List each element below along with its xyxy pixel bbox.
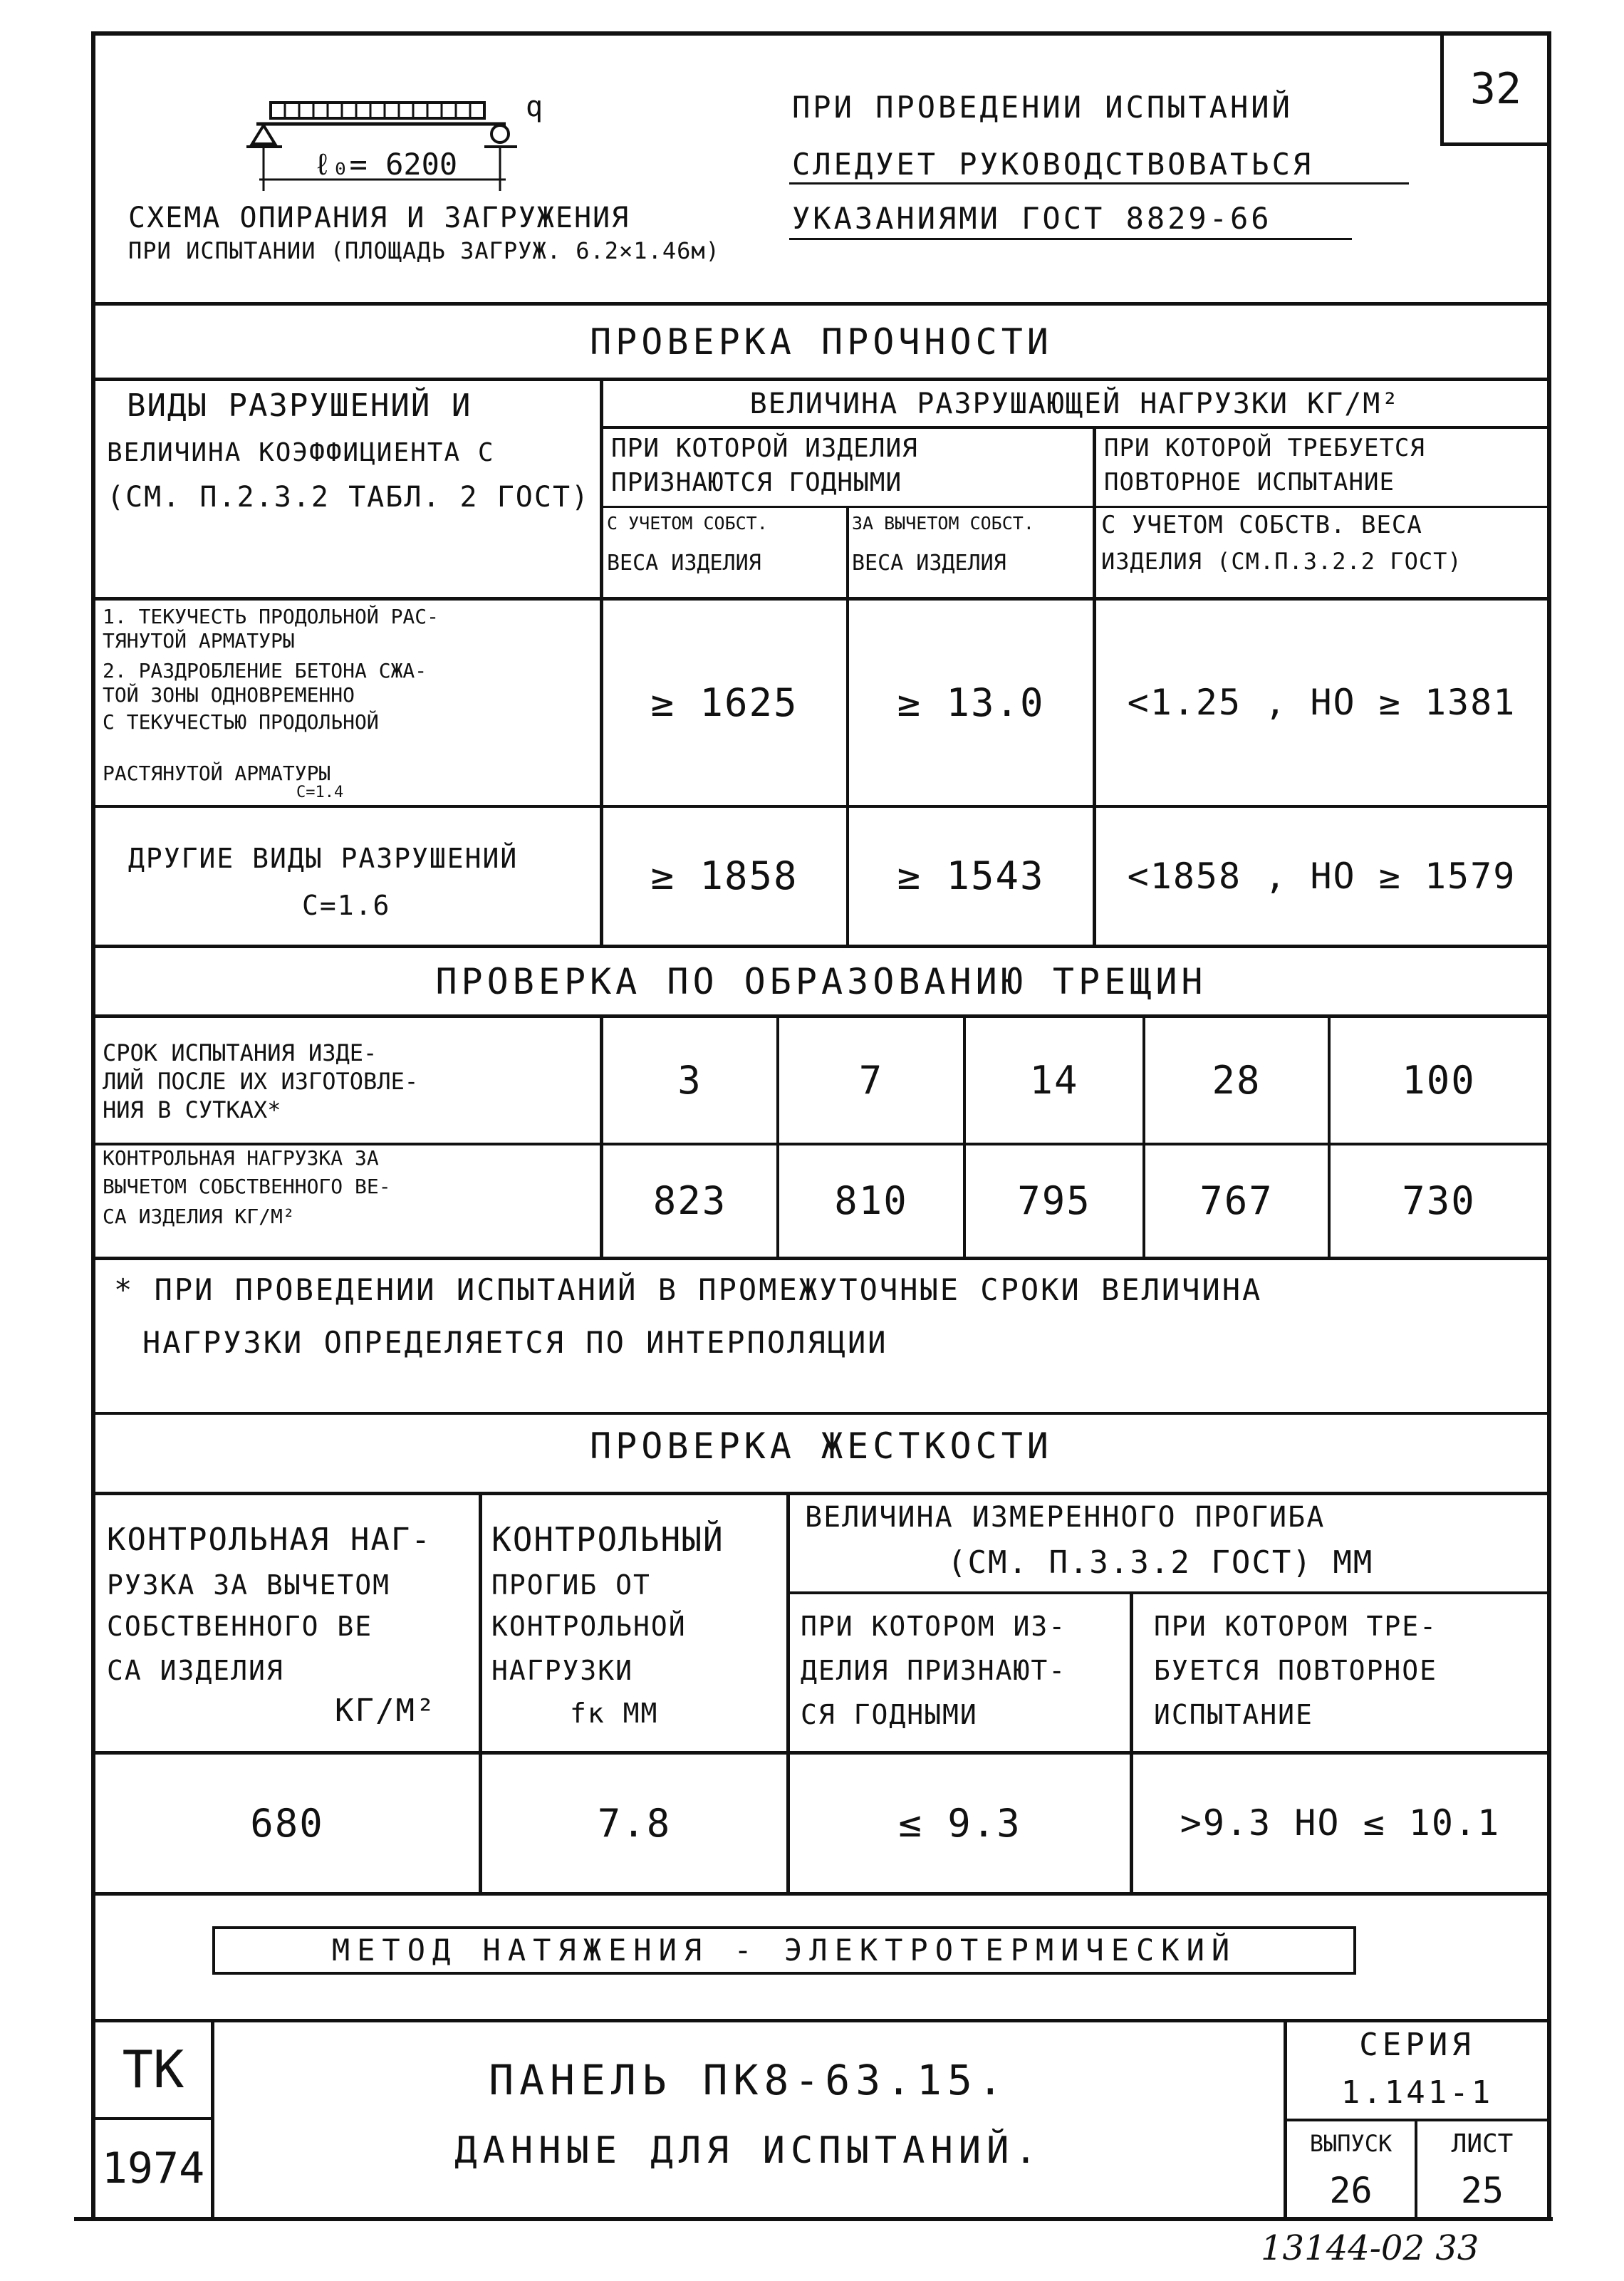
accepted-header-2: ПРИЗНАЮТСЯ ГОДНЫМИ	[611, 468, 902, 497]
row1-minus-weight: ≥ 13.0	[897, 680, 1045, 725]
period-4: 28	[1212, 1057, 1261, 1103]
row2-retest: <1858 , НО ≥ 1579	[1127, 855, 1516, 897]
retest-header-1: ПРИ КОТОРОЙ ТРЕБУЕТСЯ	[1104, 434, 1425, 462]
footnote-line-2: НАГРУЗКИ ОПРЕДЕЛЯЕТСЯ ПО ИНТЕРПОЛЯЦИИ	[142, 1325, 888, 1360]
period-label-3: НИЯ В СУТКАХ*	[103, 1096, 281, 1123]
load-label-2: ВЫЧЕТОМ СОБСТВЕННОГО ВЕ-	[103, 1175, 391, 1198]
period-5: 100	[1402, 1057, 1476, 1103]
stiff-accepted: ≤ 9.3	[898, 1800, 1021, 1846]
sheet-number: 32	[1469, 64, 1522, 114]
sub-minus-weight-1: ЗА ВЫЧЕТОМ СОБСТ.	[852, 513, 1034, 534]
stiff-col2-4: НАГРУЗКИ	[491, 1655, 634, 1686]
stiff-col1-5: КГ/М²	[335, 1693, 437, 1729]
row1-label-1: 1. ТЕКУЧЕСТЬ ПРОДОЛЬНОЙ РАС-	[103, 605, 439, 628]
stiffness-title: ПРОВЕРКА ЖЕСТКОСТИ	[590, 1425, 1053, 1467]
stiff-col2-3: КОНТРОЛЬНОЙ	[491, 1611, 687, 1642]
crack-load-4: 767	[1199, 1178, 1274, 1224]
row1-label-2: ТЯНУТОЙ АРМАТУРЫ	[103, 629, 295, 653]
crack-load-1: 823	[652, 1178, 727, 1224]
measured-header-1: ВЕЛИЧИНА ИЗМЕРЕННОГО ПРОГИБА	[805, 1501, 1326, 1534]
sheet-value: 25	[1460, 2169, 1504, 2211]
crack-load-2: 810	[834, 1178, 908, 1224]
stiff-col2-1: КОНТРОЛЬНЫЙ	[491, 1520, 724, 1559]
row2-label-1: ДРУГИЕ ВИДЫ РАЗРУШЕНИЙ	[128, 843, 519, 874]
row1-label-5: С ТЕКУЧЕСТЬЮ ПРОДОЛЬНОЙ	[103, 710, 379, 734]
load-label-3: СА ИЗДЕЛИЯ КГ/М²	[103, 1205, 295, 1228]
series-value: 1.141-1	[1341, 2074, 1494, 2111]
period-label-2: ЛИЙ ПОСЛЕ ИХ ИЗГОТОВЛЕ-	[103, 1068, 419, 1095]
row2-with-weight: ≥ 1858	[650, 853, 798, 899]
document-title-1: ПАНЕЛЬ ПК8-63.15.	[489, 2056, 1009, 2105]
method-label: МЕТОД НАТЯЖЕНИЯ - ЭЛЕКТРОТЕРМИЧЕСКИЙ	[331, 1932, 1237, 1968]
fracture-header-3: (СМ. П.2.3.2 ТАБЛ. 2 ГОСТ)	[107, 481, 590, 514]
crack-load-3: 795	[1017, 1178, 1091, 1224]
row1-with-weight: ≥ 1625	[650, 680, 798, 725]
archive-number: 13144-02 33	[1261, 2228, 1479, 2268]
footnote-line-1: * ПРИ ПРОВЕДЕНИИ ИСПЫТАНИЙ В ПРОМЕЖУТОЧНЫЕ СРОКИ ВЕЛИЧИНА	[114, 1272, 1263, 1307]
measured-header-2: (СМ. П.3.3.2 ГОСТ) ММ	[947, 1544, 1374, 1581]
row1-label-3: 2. РАЗДРОБЛЕНИЕ БЕТОНА СЖА-	[103, 659, 427, 682]
series-label: СЕРИЯ	[1359, 2026, 1475, 2063]
load-label-1: КОНТРОЛЬНАЯ НАГРУЗКА ЗА	[103, 1146, 379, 1170]
schema-caption-2: ПРИ ИСПЫТАНИИ (ПЛОЩАДЬ ЗАГРУЖ. 6.2×1.46м)	[128, 237, 720, 264]
stiff-col1-2: РУЗКА ЗА ВЫЧЕТОМ	[107, 1569, 391, 1601]
period-1: 3	[677, 1057, 702, 1103]
document-title-2: ДАННЫЕ ДЛЯ ИСПЫТАНИЙ.	[454, 2129, 1043, 2173]
row2-label-2: С=1.6	[302, 890, 391, 921]
issue-label: ВЫПУСК	[1309, 2130, 1393, 2158]
stiff-col1-4: СА ИЗДЕЛИЯ	[107, 1655, 284, 1686]
stiff-col2-2: ПРОГИБ ОТ	[491, 1569, 651, 1601]
stiff-col4-1: ПРИ КОТОРОМ ТРЕ-	[1154, 1611, 1438, 1642]
period-3: 14	[1029, 1057, 1079, 1103]
stiff-col4-2: БУЕТСЯ ПОВТОРНОЕ	[1154, 1655, 1438, 1686]
sub-minus-weight-2: ВЕСА ИЗДЕЛИЯ	[852, 551, 1006, 576]
org-label: ТК	[122, 2040, 184, 2100]
stiff-retest: >9.3 НО ≤ 10.1	[1180, 1802, 1501, 1844]
row1-retest: <1.25 , НО ≥ 1381	[1127, 682, 1516, 723]
stiff-control-load: 680	[250, 1800, 324, 1846]
row1-label-6: РАСТЯНУТОЙ АРМАТУРЫ	[103, 762, 331, 785]
note-line-1: ПРИ ПРОВЕДЕНИИ ИСПЫТАНИЙ	[792, 90, 1293, 125]
sub-with-weight-2: ВЕСА ИЗДЕЛИЯ	[607, 551, 761, 576]
retest-header-2: ПОВТОРНОЕ ИСПЫТАНИЕ	[1104, 468, 1395, 497]
sheet-label: ЛИСТ	[1451, 2129, 1514, 2159]
period-label-1: СРОК ИСПЫТАНИЯ ИЗДЕ-	[103, 1039, 378, 1066]
issue-value: 26	[1329, 2169, 1373, 2211]
row1-coef: С=1.4	[296, 784, 344, 801]
crack-title: ПРОВЕРКА ПО ОБРАЗОВАНИЮ ТРЕЩИН	[435, 960, 1207, 1002]
note-line-2: СЛЕДУЕТ РУКОВОДСТВОВАТЬСЯ	[792, 147, 1314, 182]
fracture-header-2: ВЕЛИЧИНА КОЭФФИЦИЕНТА С	[107, 438, 495, 467]
stiff-col3-3: СЯ ГОДНЫМИ	[801, 1699, 978, 1730]
stiff-control-deflection: 7.8	[597, 1800, 672, 1846]
period-2: 7	[858, 1057, 884, 1103]
accepted-header-1: ПРИ КОТОРОЙ ИЗДЕЛИЯ	[611, 434, 918, 463]
stiff-col2-5: fк ММ	[570, 1698, 659, 1729]
schema-caption-1: СХЕМА ОПИРАНИЯ И ЗАГРУЖЕНИЯ	[128, 202, 630, 234]
breaking-load-header: ВЕЛИЧИНА РАЗРУШАЮЩЕЙ НАГРУЗКИ КГ/М²	[749, 388, 1400, 420]
stiff-col1-1: КОНТРОЛЬНАЯ НАГ-	[107, 1522, 432, 1558]
load-symbol: q	[526, 90, 543, 123]
sub-retest-1: С УЧЕТОМ СОБСТВ. ВЕСА	[1101, 511, 1422, 539]
row1-label-4: ТОЙ ЗОНЫ ОДНОВРЕМЕННО	[103, 683, 355, 707]
stiff-col3-1: ПРИ КОТОРОМ ИЗ-	[801, 1611, 1067, 1642]
strength-title: ПРОВЕРКА ПРОЧНОСТИ	[590, 321, 1053, 363]
year-label: 1974	[101, 2144, 205, 2193]
crack-load-5: 730	[1402, 1178, 1476, 1224]
span-label: ℓ₀= 6200	[313, 147, 458, 182]
row2-minus-weight: ≥ 1543	[897, 853, 1045, 899]
stiff-col4-3: ИСПЫТАНИЕ	[1154, 1699, 1313, 1730]
note-line-3: УКАЗАНИЯМИ ГОСТ 8829-66	[792, 201, 1272, 236]
stiff-col1-3: СОБСТВЕННОГО ВЕ	[107, 1611, 373, 1642]
sub-retest-2: ИЗДЕЛИЯ (СМ.П.3.2.2 ГОСТ)	[1101, 548, 1462, 575]
stiff-col3-2: ДЕЛИЯ ПРИЗНАЮТ-	[801, 1655, 1067, 1686]
fracture-header-1: ВИДЫ РАЗРУШЕНИЙ И	[127, 388, 472, 424]
sub-with-weight-1: С УЧЕТОМ СОБСТ.	[607, 513, 768, 534]
